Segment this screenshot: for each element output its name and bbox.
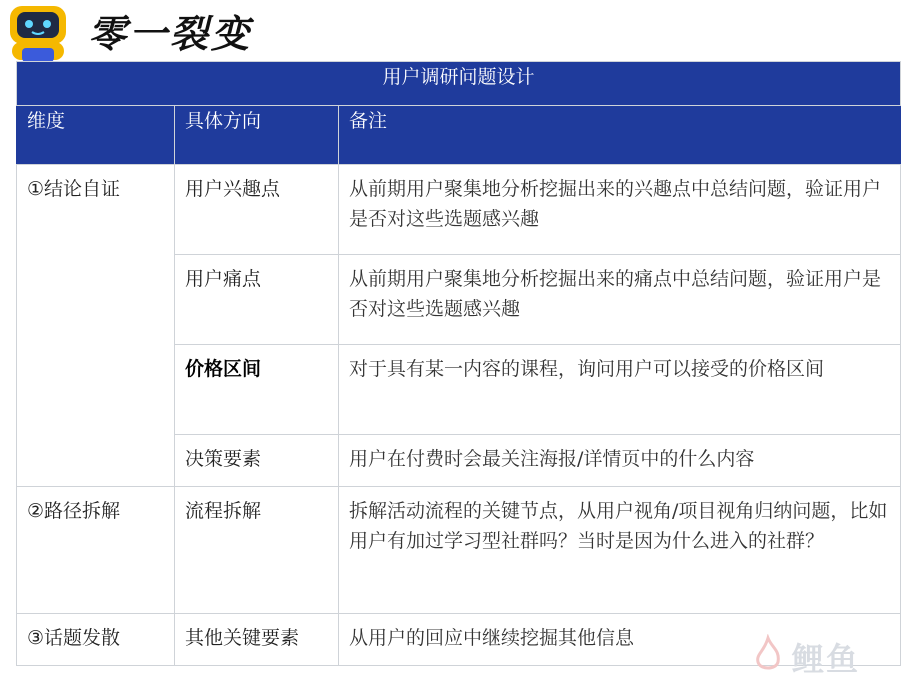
fire-icon [748, 634, 788, 674]
header-note: 备注 [339, 106, 901, 165]
header-direction: 具体方向 [175, 106, 339, 165]
dimension-cell: ②路径拆解 [17, 487, 175, 614]
note-cell: 用户在付费时会最关注海报/详情页中的什么内容 [339, 435, 901, 487]
survey-design-table [16, 61, 901, 666]
direction-cell: 其他关键要素 [175, 614, 339, 666]
brand-header [0, 0, 300, 62]
watermark [744, 632, 894, 678]
table-row [17, 165, 901, 255]
note-cell: 拆解活动流程的关键节点，从用户视角/项目视角归纳问题，比如用户有加过学习型社群吗？当时是因为什么进入的社群？ [339, 487, 901, 614]
direction-cell: 决策要素 [175, 435, 339, 487]
watermark-text: 鲤鱼 [792, 640, 861, 678]
direction-cell: 用户兴趣点 [175, 165, 339, 255]
direction-cell: 用户痛点 [175, 255, 339, 345]
note-cell: 从前期用户聚集地分析挖掘出来的兴趣点中总结问题，验证用户是否对这些选题感兴趣 [339, 165, 901, 255]
direction-cell: 流程拆解 [175, 487, 339, 614]
dimension-cell: ③话题发散 [17, 614, 175, 666]
robot-mascot-icon [8, 2, 68, 62]
header-dimension: 维度 [17, 106, 175, 165]
table-row [17, 487, 901, 614]
note-cell: 从用户的回应中继续挖掘其他信息 [339, 614, 901, 666]
direction-cell: 价格区间 [175, 345, 339, 435]
table-title: 用户调研问题设计 [17, 62, 901, 106]
table-title-row [17, 62, 901, 106]
note-cell: 对于具有某一内容的课程，询问用户可以接受的价格区间 [339, 345, 901, 435]
note-cell: 从前期用户聚集地分析挖掘出来的痛点中总结问题，验证用户是否对这些选题感兴趣 [339, 255, 901, 345]
table-header-row [17, 106, 901, 165]
brand-name: 零一裂变 [88, 12, 253, 56]
dimension-cell: ①结论自证 [17, 165, 175, 487]
